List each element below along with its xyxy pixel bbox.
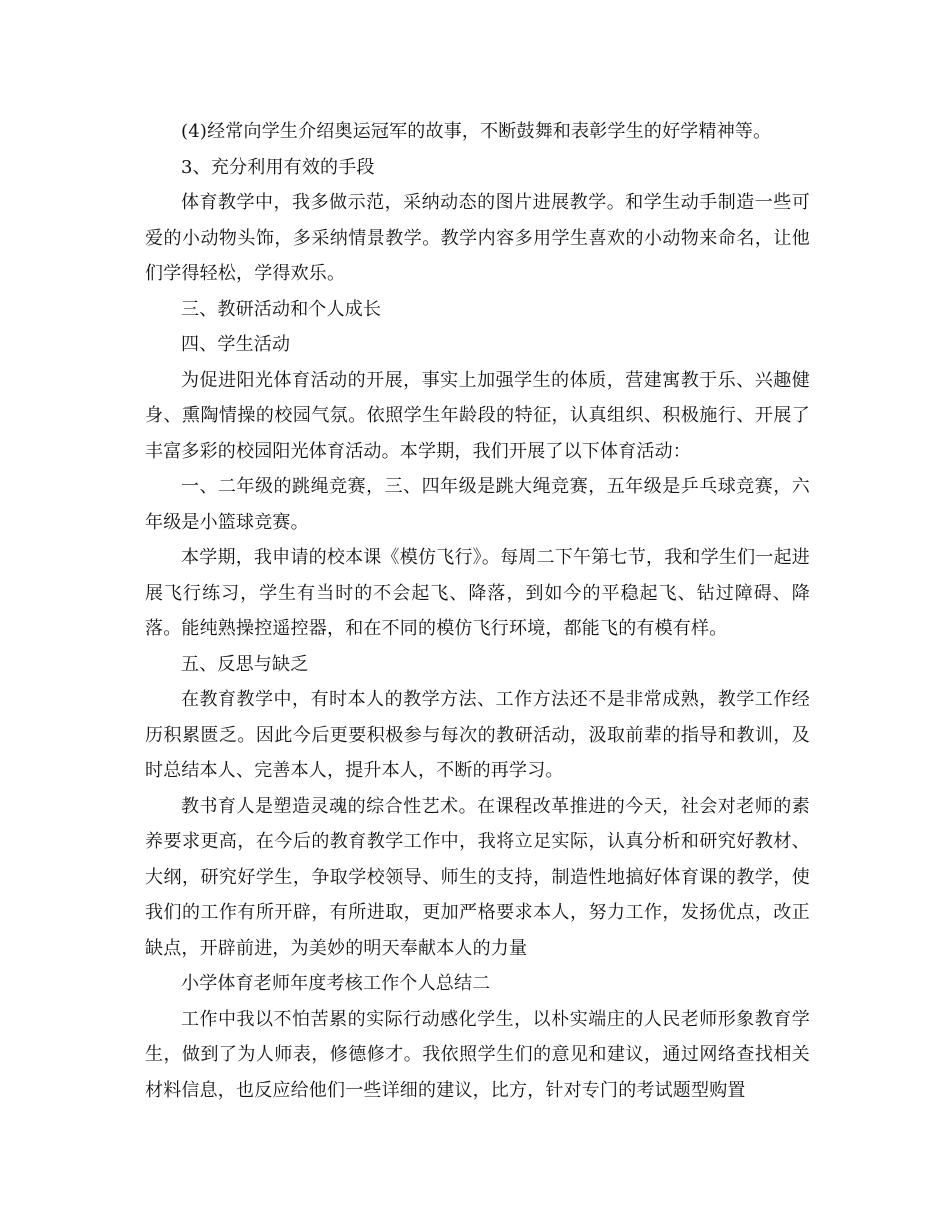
paragraph-olympic-stories: (4)经常向学生介绍奥运冠军的故事，不断鼓舞和表彰学生的好学精神等。 <box>181 121 772 142</box>
document-body <box>145 114 810 1108</box>
paragraph-pe-teaching: 体育教学中，我多做示范，采纳动态的图片进展教学。和学生动手制造一些可爱的小动物头饰，多采纳情景教学。教学内容多用学生喜欢的小动物来命名，让他们学得轻松，学得欢乐。 <box>145 192 810 284</box>
heading-summary-two: 小学体育老师年度考核工作个人总结二 <box>181 973 491 994</box>
paragraph-flight-course: 本学期，我申请的校本课《模仿飞行》。每周二下午第七节，我和学生们一起进展飞行练习，学生有当时的不会起飞、降落，到如今的平稳起飞、钻过障碍、降落。能纯熟操控遥控器，和在不同的模仿飞行环境，都能飞的有模有样。 <box>145 547 810 639</box>
paragraph-work-example: 工作中我以不怕苦累的实际行动感化学生，以朴实端庄的人民老师形象教育学生，做到了为人师表，修德修才。我依照学生们的意见和建议，通过网络查找相关材料信息，也反应给他们一些详细的建议，比方，针对专门的考试题型购置 <box>145 1008 810 1101</box>
heading-reflection: 五、反思与缺乏 <box>181 653 309 675</box>
paragraph-sunshine-sports: 为促进阳光体育活动的开展，事实上加强学生的体质，营建寓教于乐、兴趣健身、熏陶情操的校园气氛。依照学生年龄段的特征，认真组织、积极施行、开展了丰富多彩的校园阳光体育活动。本学期，我们开展了以下体育活动： <box>145 369 810 462</box>
paragraph-educating-people: 教书育人是塑造灵魂的综合性艺术。在课程改革推进的今天，社会对老师的素养要求更高，在今后的教育教学工作中，我将立足实际，认真分析和研究好教材、大纲，研究好学生，争取学校领导、师生的支持，制造性地搞好体育课的教学，使我们的工作有所开辟，有所进取，更加严格要求本人，努力工作，发扬优点，改正缺点，开辟前进，为美妙的明天奉献本人的力量 <box>145 795 810 959</box>
paragraph-competitions: 一、二年级的跳绳竞赛，三、四年级是跳大绳竞赛，五年级是乒乓球竞赛，六年级是小篮球竞赛。 <box>145 476 810 533</box>
paragraph-shortcomings: 在教育教学中，有时本人的教学方法、工作方法还不是非常成熟，教学工作经历积累匮乏。因此今后更要积极参与每次的教研活动，汲取前辈的指导和教训，及时总结本人、完善本人，提升本人，不断的再学习。 <box>145 689 810 781</box>
heading-effective-means: 3、充分利用有效的手段 <box>181 156 375 178</box>
heading-research-growth: 三、教研活动和个人成长 <box>181 298 382 320</box>
heading-student-activities: 四、学生活动 <box>181 334 291 355</box>
